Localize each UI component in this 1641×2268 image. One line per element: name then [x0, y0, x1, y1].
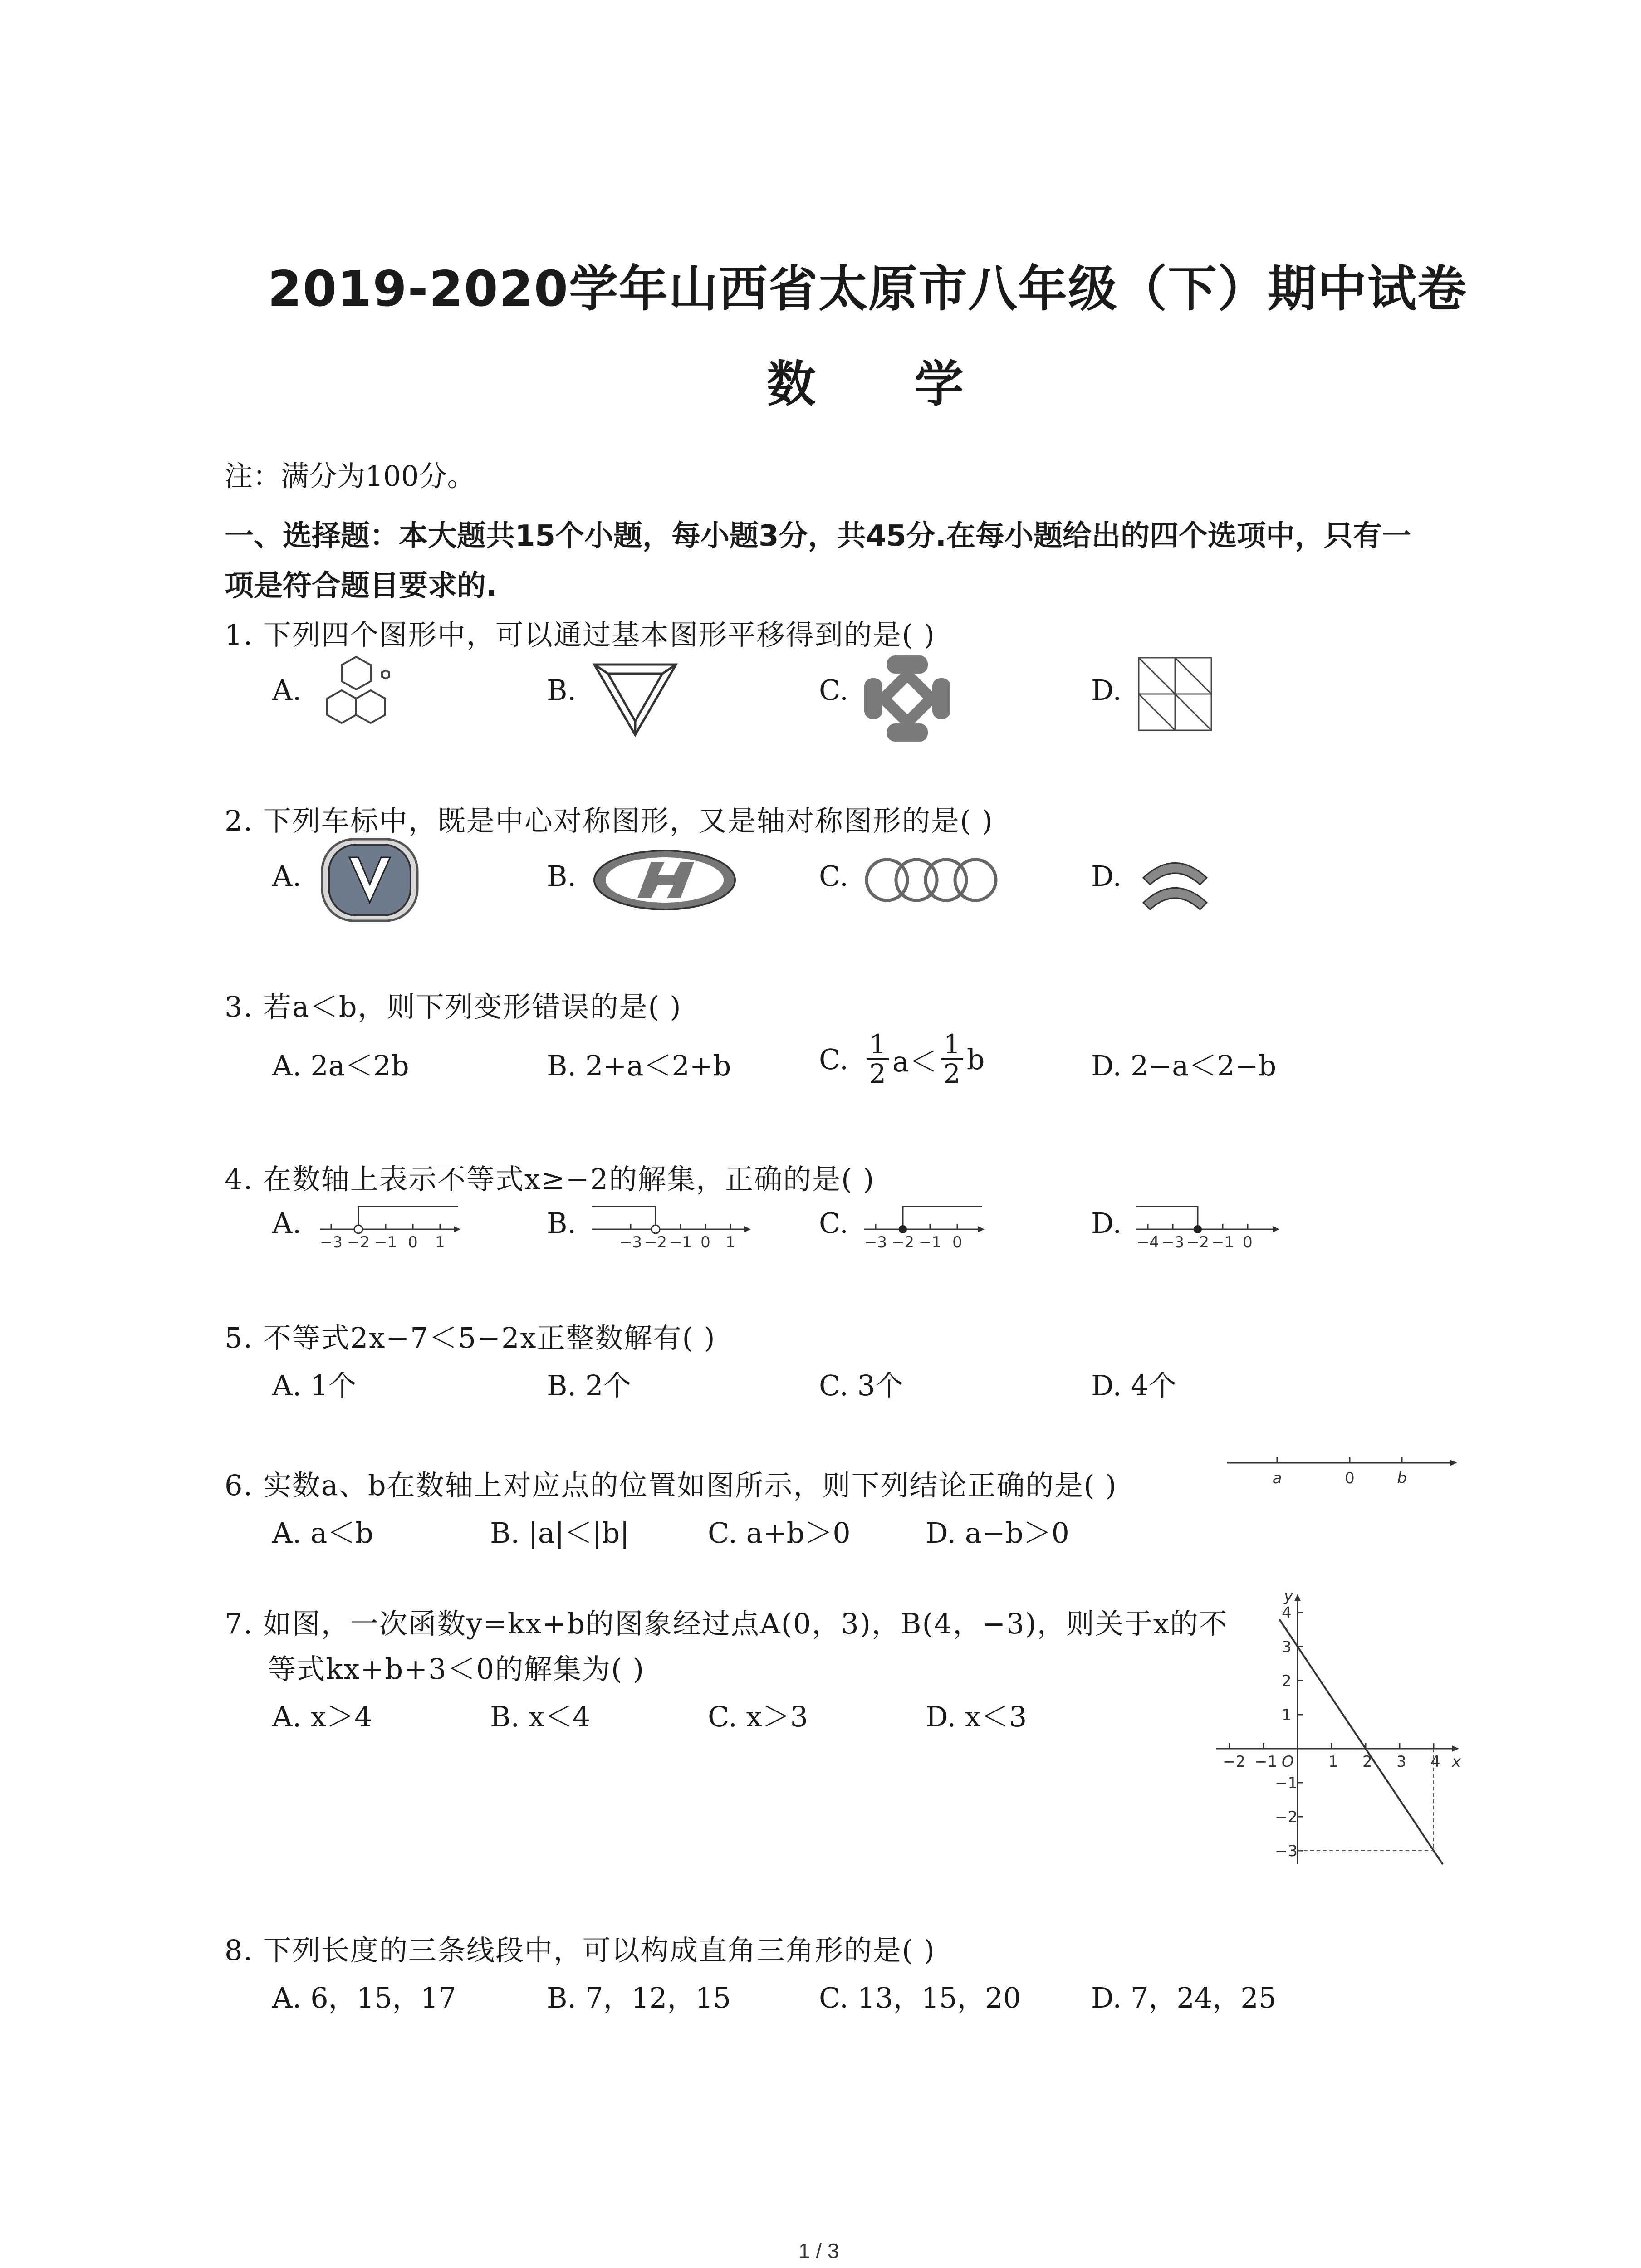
q4-option-c-label: C. — [819, 1207, 848, 1240]
q3-option-a: A. 2a＜2b — [272, 1049, 409, 1082]
fraction-numerator: 1 — [941, 1031, 963, 1060]
y-tick-label: 4 — [1282, 1604, 1292, 1622]
q5-option-a: A. 1个 — [272, 1369, 357, 1402]
q5-option-b: B. 2个 — [547, 1369, 632, 1402]
section-heading-line1: 一、选择题：本大题共15个小题，每小题3分，共45分.在每小题给出的四个选项中，只有一 — [225, 519, 1411, 553]
axis-tick-label: 1 — [435, 1233, 445, 1251]
q2-option-c-label: C. — [819, 860, 848, 893]
q8-option-a: A. 6，15，17 — [272, 1981, 456, 2014]
y-tick-label: −2 — [1275, 1808, 1298, 1826]
subject-title: 数 学 — [767, 356, 1004, 413]
axis-tick-label: −3 — [864, 1233, 887, 1251]
x-tick-label: −2 — [1223, 1753, 1246, 1771]
question-5-stem: 5. 不等式2x−7＜5−2x正整数解有( ) — [225, 1321, 716, 1354]
question-7-stem-line1: 7. 如图，一次函数y=kx+b的图象经过点A(0，3)，B(4，−3)，则关于x的不 — [225, 1607, 1228, 1640]
q6-option-a: A. a＜b — [272, 1516, 373, 1549]
q8-option-c: C. 13，15，20 — [819, 1981, 1021, 2014]
q3-fraction-half-1 — [867, 1031, 889, 1088]
axis-tick-label: −4 — [1136, 1233, 1160, 1251]
question-8-stem: 8. 下列长度的三条线段中，可以构成直角三角形的是( ) — [225, 1934, 936, 1967]
q4-number-line-b — [590, 1198, 753, 1252]
y-tick-label: 1 — [1282, 1706, 1292, 1724]
axis-point-label-b: b — [1397, 1469, 1407, 1487]
x-tick-label: 2 — [1362, 1753, 1372, 1771]
q1-grid-squares-figure — [1134, 653, 1216, 735]
q3-option-c — [819, 1021, 985, 1098]
q7-option-a: A. x＞4 — [272, 1700, 372, 1733]
fraction-denominator: 2 — [869, 1058, 886, 1089]
q4-number-line-a — [318, 1198, 463, 1252]
question-1-stem: 1. 下列四个图形中，可以通过基本图形平移得到的是( ) — [225, 618, 936, 651]
page-number: 1 / 3 — [798, 2239, 839, 2263]
axis-tick-label: −1 — [1211, 1233, 1234, 1251]
q8-option-d: D. 7，24，25 — [1091, 1981, 1277, 2014]
q4-option-a-label: A. — [272, 1207, 302, 1240]
q4-number-line-c — [862, 1198, 989, 1252]
question-7-stem-line2: 等式kx+b+3＜0的解集为( ) — [268, 1652, 645, 1686]
q1-option-c-label: C. — [819, 674, 848, 707]
q2-option-d-label: D. — [1091, 860, 1122, 893]
question-6-stem: 6. 实数a、b在数轴上对应点的位置如图所示，则下列结论正确的是( ) — [225, 1469, 1117, 1502]
x-tick-label: 1 — [1328, 1753, 1338, 1771]
axis-tick-label: −3 — [1161, 1233, 1185, 1251]
q2-chevrons-logo-figure — [1134, 844, 1216, 916]
axis-tick-label: −3 — [319, 1233, 343, 1251]
fraction-numerator: 1 — [867, 1031, 889, 1060]
q6-option-c: C. a+b＞0 — [708, 1516, 851, 1549]
axis-tick-label: 0 — [408, 1233, 418, 1251]
axis-tick-label: 0 — [952, 1233, 962, 1251]
question-4-stem: 4. 在数轴上表示不等式x≥−2的解集，正确的是( ) — [225, 1163, 875, 1196]
q6-option-d: D. a−b＞0 — [926, 1516, 1069, 1549]
q3-option-c-end: b — [966, 1042, 985, 1076]
axis-tick-label: −2 — [1186, 1233, 1210, 1251]
fraction-denominator: 2 — [943, 1058, 960, 1089]
axis-point-label-zero: 0 — [1345, 1469, 1355, 1487]
axis-tick-label: 0 — [1243, 1233, 1253, 1251]
score-note: 注：满分为100分。 — [225, 459, 475, 493]
q3-option-b: B. 2+a＜2+b — [547, 1049, 731, 1082]
x-axis-label: x — [1452, 1753, 1461, 1771]
q6-number-line — [1225, 1445, 1461, 1490]
axis-tick-label: −1 — [374, 1233, 397, 1251]
q3-fraction-half-2 — [941, 1031, 963, 1088]
y-axis-label: y — [1284, 1587, 1293, 1605]
q2-rings-logo-figure — [862, 855, 1003, 905]
q1-option-b-label: B. — [547, 674, 577, 707]
q4-option-d-label: D. — [1091, 1207, 1122, 1240]
page-title: 2019-2020学年山西省太原市八年级（下）期中试卷 — [268, 261, 1467, 318]
origin-label: O — [1282, 1753, 1294, 1771]
q2-v-logo-figure — [318, 835, 422, 925]
q1-option-d-label: D. — [1091, 674, 1122, 707]
q7-option-b: B. x＜4 — [490, 1700, 591, 1733]
axis-tick-label: −2 — [644, 1233, 667, 1251]
q4-option-b-label: B. — [547, 1207, 577, 1240]
q1-knot-figure — [860, 651, 955, 746]
q7-function-graph — [1207, 1587, 1461, 1873]
axis-tick-label: −1 — [669, 1233, 692, 1251]
x-tick-label: −1 — [1254, 1753, 1278, 1771]
q7-option-c: C. x＞3 — [708, 1700, 808, 1733]
q2-option-a-label: A. — [272, 860, 302, 893]
q8-option-b: B. 7，12，15 — [547, 1981, 731, 2014]
axis-tick-label: −1 — [918, 1233, 942, 1251]
q3-option-c-label: C. — [819, 1042, 848, 1076]
x-tick-label: 3 — [1396, 1753, 1406, 1771]
section-heading-line2: 项是符合题目要求的. — [225, 569, 497, 603]
q5-option-d: D. 4个 — [1091, 1369, 1177, 1402]
q7-option-d: D. x＜3 — [926, 1700, 1027, 1733]
q1-option-a-label: A. — [272, 674, 302, 707]
q2-h-logo-figure — [590, 846, 740, 914]
axis-tick-label: −2 — [891, 1233, 915, 1251]
q1-hexagons-figure — [315, 653, 406, 744]
question-3-stem: 3. 若a＜b，则下列变形错误的是( ) — [225, 990, 682, 1023]
q5-option-c: C. 3个 — [819, 1369, 904, 1402]
y-tick-label: −3 — [1275, 1842, 1298, 1860]
y-tick-label: 3 — [1282, 1638, 1292, 1656]
axis-tick-label: −3 — [619, 1233, 642, 1251]
axis-tick-label: 1 — [725, 1233, 735, 1251]
y-tick-label: −1 — [1275, 1774, 1298, 1792]
axis-tick-label: −2 — [347, 1233, 370, 1251]
x-tick-label: 4 — [1430, 1753, 1440, 1771]
axis-tick-label: 0 — [700, 1233, 710, 1251]
q3-option-d: D. 2−a＜2−b — [1091, 1049, 1277, 1082]
q2-option-b-label: B. — [547, 860, 577, 893]
y-tick-label: 2 — [1282, 1672, 1292, 1690]
axis-point-label-a: a — [1272, 1469, 1282, 1487]
question-2-stem: 2. 下列车标中，既是中心对称图形，又是轴对称图形的是( ) — [225, 804, 994, 837]
q6-option-b: B. |a|＜|b| — [490, 1516, 630, 1549]
q1-triangles-figure — [590, 658, 681, 739]
q4-number-line-d — [1134, 1198, 1284, 1252]
q3-option-c-middle: a＜ — [892, 1045, 937, 1078]
